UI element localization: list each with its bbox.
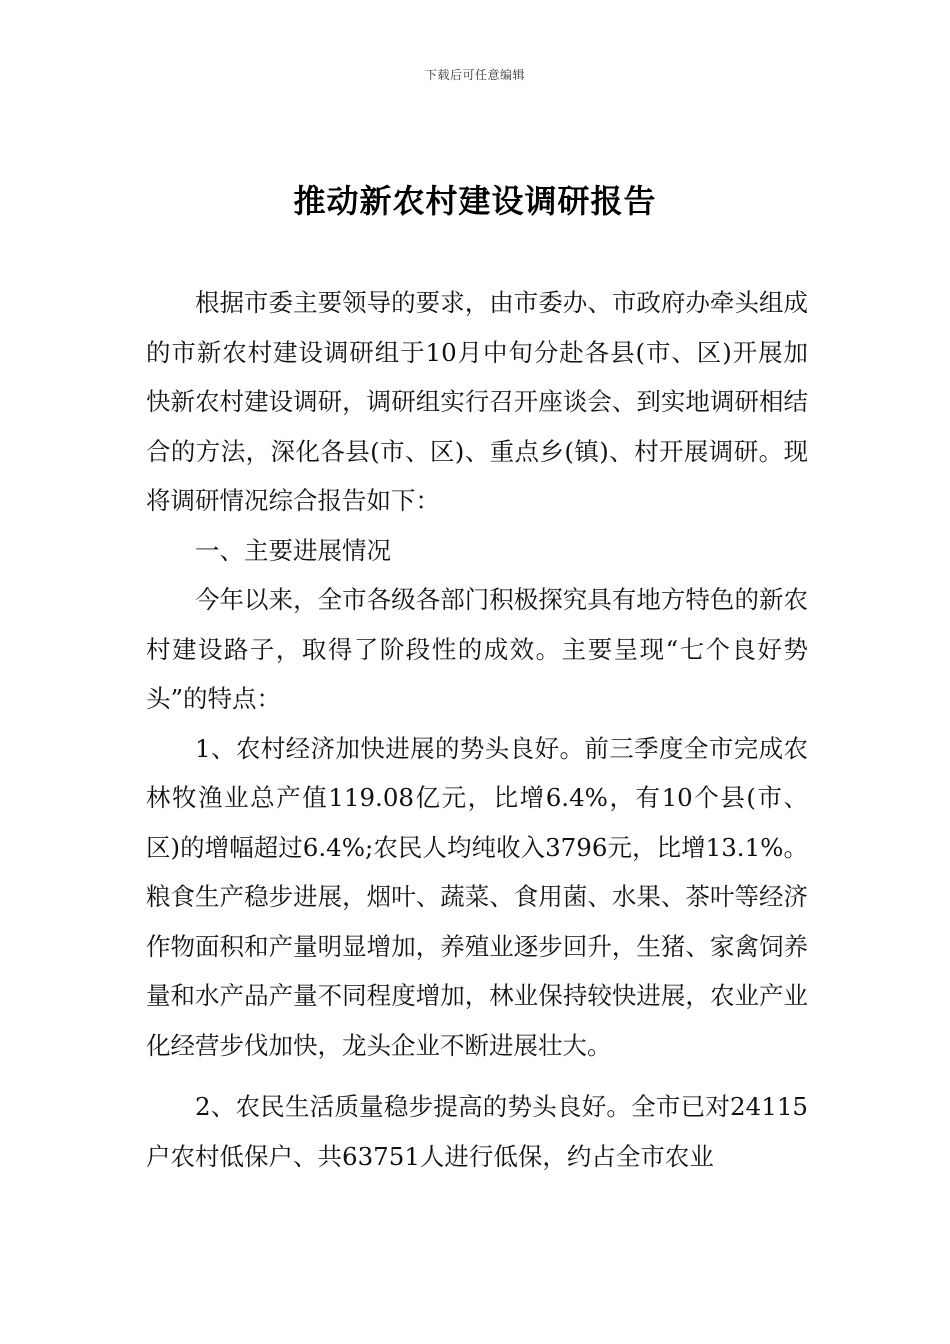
document-title: 推动新农村建设调研报告 (293, 182, 657, 220)
item-1-paragraph: 1、农村经济加快进展的势头良好。前三季度全市完成农林牧渔业总产值119.08亿元，比增6.4%，有10个县(市、区)的增幅超过6.4%;农民人均纯收入3796元，比增13.1%。粮食生产稳步进展，烟叶、蔬菜、食用菌、水果、茶叶等经济作物面积和产量明显增加，养殖业逐步回升，生猪、家禽饲养量和水产品产量不同程度增加，林业保持较快进展，农业产业化经营步伐加快，龙头企业不断进展壮大。 (146, 733, 808, 1060)
header-note: 下载后可任意编辑 (424, 68, 525, 82)
section-heading: 一、主要进展情况 (195, 535, 391, 565)
item-2-paragraph: 2、农民生活质量稳步提高的势头良好。全市已对24115户农村低保户、共63751人进行低保，约占全市农业 (146, 1092, 808, 1171)
document-body (146, 278, 808, 1181)
intro-paragraph: 根据市委主要领导的要求，由市委办、市政府办牵头组成的市新农村建设调研组于10月中旬分赴各县(市、区)开展加快新农村建设调研，调研组实行召开座谈会、到实地调研相结合的方法，深化各县(市、区)、重点乡(镇)、村开展调研。现将调研情况综合报告如下： (146, 288, 808, 515)
overview-paragraph: 今年以来，全市各级各部门积极探究具有地方特色的新农村建设路子，取得了阶段性的成效。主要呈现“七个良好势头”的特点： (146, 585, 808, 713)
